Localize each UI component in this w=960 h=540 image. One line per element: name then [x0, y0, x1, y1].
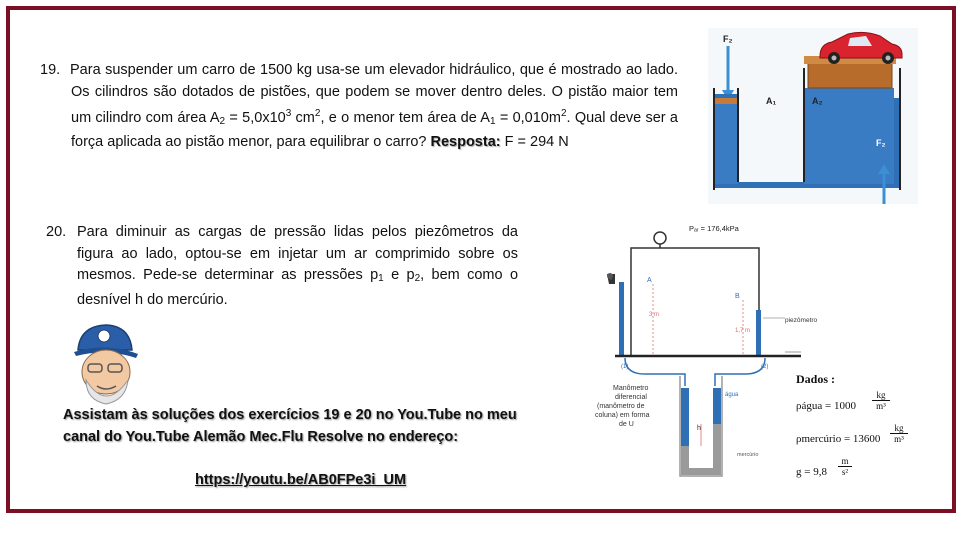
answer-label: Resposta:: [430, 134, 501, 151]
svg-text:(manômetro de: (manômetro de: [597, 403, 645, 410]
rho-water-unit: kg m³: [872, 390, 890, 411]
question-19: [40, 60, 678, 154]
gravity: g = 9,8: [796, 466, 827, 478]
pressure-label: Pₐᵣ = 176,4kPa: [689, 224, 739, 233]
rho-water: ρágua = 1000: [796, 400, 856, 412]
gravity-unit: m s²: [838, 456, 852, 477]
hydraulic-lift-figure: [708, 28, 918, 204]
point-1-label: (1): [621, 364, 629, 370]
avatar: [70, 320, 142, 412]
rho-mercury-unit: kg m³: [890, 423, 908, 444]
question-20: [46, 222, 518, 311]
piezometer-label: piezômetro: [785, 317, 818, 324]
force-label-right: F₂: [876, 138, 886, 148]
youtube-link[interactable]: https://youtu.be/AB0FPe3i_UM: [195, 472, 407, 488]
dim-3m: 3 m: [649, 312, 660, 318]
data-title: Dados :: [796, 372, 836, 386]
data-panel: [790, 372, 915, 492]
svg-text:diferencial: diferencial: [615, 394, 647, 401]
question-number: 20.: [46, 224, 67, 240]
svg-text:Manômetro: Manômetro: [613, 385, 649, 392]
point-b-label: B: [735, 293, 740, 300]
svg-text:de U: de U: [619, 421, 634, 428]
rho-mercury: ρmercúrio = 13600: [796, 433, 881, 445]
area-a2-label: A₂: [812, 96, 823, 106]
water-label: água: [725, 392, 739, 398]
dim-1-7m: 1,7 m: [735, 328, 751, 334]
question-text: Para suspender um carro de 1500 kg usa-se um elevador hidráulico, que é mostrado ao lado. Os cilindros são dotados de pistões, que podem se mover dentro deles. O pistão maior tem um cilindro com área $A_2 = 5,0x10^3$ $cm^2$, e o menor tem área de $A_1 = 0,010m^2$. Qual deve ser a força aplicada ao pistão menor, para equilibrar o carro? Resposta: F = 294 N: [70, 62, 678, 151]
manometer-caption: [595, 385, 650, 428]
force-label-top: F₂: [723, 34, 733, 44]
h-label: h: [697, 425, 701, 432]
point-a-label: A: [647, 277, 652, 284]
question-text: Para diminuir as cargas de pressão lidas pelos piezômetros da figura ao lado, optou-se em injetar um ar comprimido sobre os mesmos. Pede-se determinar as pressões $p_1$ e $p_2$, bem como o desnível h do mercúrio.: [77, 224, 519, 308]
svg-text:coluna) em forma: coluna) em forma: [595, 412, 650, 419]
mercury-label: mercúrio: [737, 452, 759, 458]
area-a1-label: A₁: [766, 96, 777, 106]
answer-value: F = 294 N: [500, 134, 569, 151]
point-2-label: (2): [761, 364, 769, 370]
question-number: 19.: [40, 62, 61, 78]
youtube-note: Assistam às soluções dos exercícios 19 e 20 no You.Tube no meu canal do You.Tube Alemão Mec.Flu Resolve no endereço:: [63, 407, 517, 445]
